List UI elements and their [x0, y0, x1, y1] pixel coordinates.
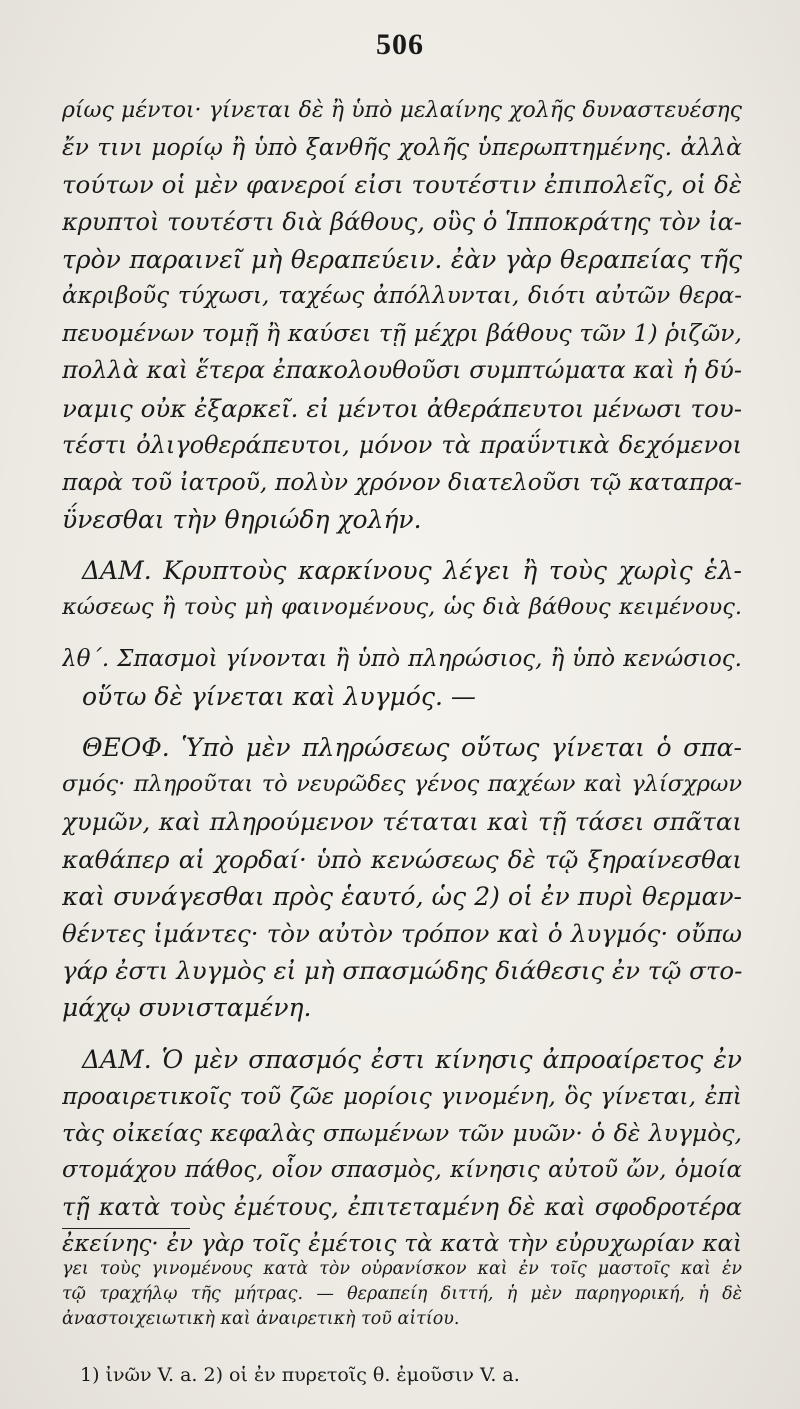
footnote-rule: [62, 1228, 190, 1229]
text-line: τούτων οἱ μὲν φανεροί εἰσι τουτέστιν ἐπιπολεῖς, οἱ δὲ: [62, 170, 742, 200]
text-line: στομάχου πάθος, οἷον σπασμὸς, κίνησις αὐτοῦ ὤν, ὁμοία: [62, 1157, 742, 1184]
footnote-line: ἀναστοιχειωτικὴ καὶ ἀναιρετικὴ τοῦ αἰτίου.: [62, 1309, 460, 1329]
aphorism-line: λθ΄. Σπασμοὶ γίνονται ἢ ὑπὸ πληρώσιος, ἢ ὑπὸ κενώσιος.: [62, 645, 742, 672]
main-text: [62, 92, 742, 1264]
text-line: τὰς οἰκείας κεφαλὰς σπωμένων τῶν μυῶν· ὁ δὲ λυγμὸς,: [62, 1118, 742, 1147]
text-line: ναμις οὐκ ἐξαρκεῖ. εἰ μέντοι ἀθεράπευτοι μένωσι του-: [62, 393, 742, 423]
text-line: καθάπερ αἱ χορδαί· ὑπὸ κενώσεως δὲ τῷ ξηραίνεσθαι: [62, 844, 742, 874]
text-line: σμός· πληροῦται τὸ νευρῶδες γένος παχέων καὶ γλίσχρων: [62, 771, 742, 798]
text-line: παρὰ τοῦ ἰατροῦ, πολὺν χρόνον διατελοῦσι τῷ καταπρα-: [62, 467, 742, 496]
footnote-line: τῷ τραχήλῳ τῆς μήτρας. — θεραπείη διττή, ἡ μὲν παρηγορική, ἡ δὲ: [62, 1284, 742, 1304]
text-line: πευομένων τομῇ ἢ καύσει τῇ μέχρι βάθους τῶν 1) ῥιζῶν,: [62, 319, 742, 348]
text-line: ρίως μέντοι· γίνεται δὲ ἢ ὑπὸ μελαίνης χολῆς δυναστευέσης: [62, 98, 742, 123]
aphorism-line: οὕτω δὲ γίνεται καὶ λυγμός. —: [82, 681, 476, 711]
text-line: πολλὰ καὶ ἕτερα ἐπακολουθοῦσι συμπτώματα καὶ ἡ δύ-: [62, 356, 742, 385]
text-line: τῇ κατὰ τοὺς ἐμέτους, ἐπιτεταμένη δὲ καὶ σφοδροτέρα: [62, 1193, 742, 1222]
text-line: ΘΕΟΦ. Ὑπὸ μὲν πληρώσεως οὕτως γίνεται ὁ σπα-: [82, 733, 742, 762]
text-line: χυμῶν, καὶ πληρούμενον τέταται καὶ τῇ τάσει σπᾶται: [62, 807, 742, 837]
text-line: κρυπτοὶ τουτέστι διὰ βάθους, οὓς ὁ Ἱπποκράτης τὸν ἰα-: [62, 207, 742, 236]
text-line: μάχῳ συνισταμένη.: [62, 993, 312, 1023]
paragraph-gap: [62, 627, 742, 641]
text-line: τέστι ὀλιγοθεράπευτοι, μόνον τὰ πραΰντικὰ δεχόμενοι: [62, 430, 742, 459]
text-line: ΰνεσθαι τὴν θηριώδη χολήν.: [62, 505, 422, 535]
text-line: ΔΑΜ. Κρυπτοὺς καρκίνους λέγει ἢ τοὺς χωρὶς ἑλ-: [82, 556, 742, 586]
text-line: καὶ συνάγεσθαι πρὸς ἑαυτό, ὡς 2) οἱ ἐν πυρὶ θερμαν-: [62, 881, 742, 911]
paragraph-gap: [62, 1027, 742, 1041]
critical-apparatus: 1) ἰνῶν V. a. 2) οἱ ἐν πυρετοῖς θ. ἐμοῦσιν V. a.: [80, 1364, 520, 1386]
paragraph-gap: [62, 538, 742, 552]
text-line: ΔΑΜ. Ὁ μὲν σπασμός ἐστι κίνησις ἀπροαίρετος ἐν: [82, 1044, 742, 1074]
text-line: γάρ ἐστι λυγμὸς εἰ μὴ σπασμώδης διάθεσις ἐν τῷ στο-: [62, 956, 742, 986]
text-line: θέντες ἱμάντες· τὸν αὐτὸν τρόπον καὶ ὁ λυγμός· οὔπω: [62, 918, 742, 948]
paragraph-gap: [62, 715, 742, 729]
footnote-line: γει τοὺς γινομένους κατὰ τὸν οὐρανίσκον καὶ ἐν τοῖς μαστοῖς καὶ ἐν: [62, 1259, 742, 1279]
text-line: ἀκριβοῦς τύχωσι, ταχέως ἀπόλλυνται, διότι αὐτῶν θερα-: [62, 282, 742, 309]
page-number: 506: [376, 28, 424, 61]
text-line: ἐκείνης· ἐν γὰρ τοῖς ἐμέτοις τὰ κατὰ τὴν εὐρυχωρίαν καὶ: [62, 1231, 742, 1258]
footnotes: [62, 1257, 742, 1332]
text-line: ἔν τινι μορίῳ ἢ ὑπὸ ξανθῆς χολῆς ὑπερωπτημένης. ἀλλὰ: [62, 133, 742, 162]
text-line: προαιρετικοῖς τοῦ ζῶε μορίοις γινομένη, ὃς γίνεται, ἐπὶ: [62, 1081, 742, 1110]
text-line: κώσεως ἢ τοὺς μὴ φαινομένους, ὡς διὰ βάθους κειμένους.: [62, 594, 742, 621]
text-line: τρὸν παραινεῖ μὴ θεραπεύειν. ἐὰν γὰρ θεραπείας τῆς: [62, 244, 742, 274]
